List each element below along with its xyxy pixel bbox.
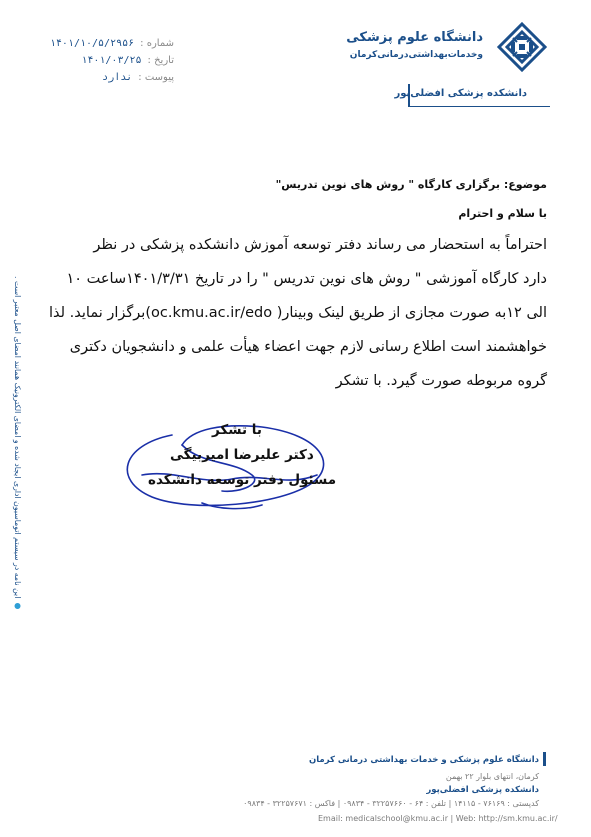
signer-title: مسئول دفتر توسعه دانشکده	[148, 472, 337, 488]
footer-address: کرمان، انتهای بلوار ۲۲ بهمن	[445, 772, 539, 781]
body-line: احتراماً به استحضار می رساند دفتر توسعه آموزش دانشکده پزشکی در نظر	[93, 237, 547, 253]
letter-attachment-label: پیوست :	[138, 72, 174, 83]
body-line: الی ۱۲به صورت مجازی از طریق لینک وبینار( oc.kmu.ac.ir/edo)برگزار نماید. لذا	[49, 305, 547, 321]
footer-faculty: دانشکده پزشکی افضلی‌پور	[426, 785, 539, 795]
university-name: دانشگاه علوم پزشکی	[346, 30, 483, 45]
university-emblem-icon	[497, 22, 547, 72]
letter-number-label: شماره :	[140, 38, 174, 49]
letter-date-value: ۱۴۰۱/۰۳/۲۵	[81, 55, 142, 66]
side-note-text: این نامه در سیستم اتوماسیون اداری ایجاد شده و امضای الکترونیک همانند امضای اصل معتبر است .	[13, 276, 22, 599]
letter-date	[64, 55, 174, 66]
letter-attachment-value: ندارد	[102, 72, 133, 83]
footer-university: دانشگاه علوم پزشکی و خدمات بهداشتی درمانی کرمان	[308, 755, 539, 765]
faculty-name: دانشکده پزشکی افضلی‌پور	[394, 88, 527, 99]
signature-closing: با تشکر	[212, 422, 262, 438]
letter-number-value: ۱۴۰۱/۱۰/۵/۲۹۵۶	[49, 38, 135, 49]
bullet-icon: ●	[13, 601, 22, 610]
letter-attachment	[64, 72, 174, 83]
footer-contact: کدپستی : ۷۶۱۶۹ - ۱۴۱۱۵ | تلفن : ۶۴ - ۳۲۲۵۷۶۶۰ - ۰۹۸۳۴ | فاکس : ۳۲۲۵۷۶۷۱ - ۰۹۸۳۴	[243, 799, 539, 808]
footer-accent-bar	[543, 752, 546, 766]
letter-subject: موضوع: برگزاری کارگاه " روش های نوین تدریس"	[275, 178, 547, 191]
letter-number	[49, 38, 174, 49]
body-line: گروه مربوطه صورت گیرد. با تشکر	[335, 373, 547, 389]
footer-web-link[interactable]: Email: medicalschool@kmu.ac.ir | Web: http://sm.kmu.ac.ir/	[318, 814, 558, 823]
electronic-signature-note	[4, 262, 22, 610]
letter-greeting: با سلام و احترام	[458, 207, 547, 220]
body-line: خواهشمند است اطلاع رسانی لازم جهت اعضاء هیأت علمی و دانشجویان دکتری	[69, 339, 547, 355]
university-subtitle: و‌خدمات‌بهداشتی‌درمانی‌کرمان	[349, 50, 483, 60]
body-line: دارد کارگاه آموزشی " روش های نوین تدریس " را در تاریخ ۱۴۰۱/۳/۳۱ساعت ۱۰	[66, 271, 547, 287]
letter-date-label: تاریخ :	[147, 55, 174, 66]
signer-name: دکتر علیرضا امیربیگی	[170, 447, 314, 463]
